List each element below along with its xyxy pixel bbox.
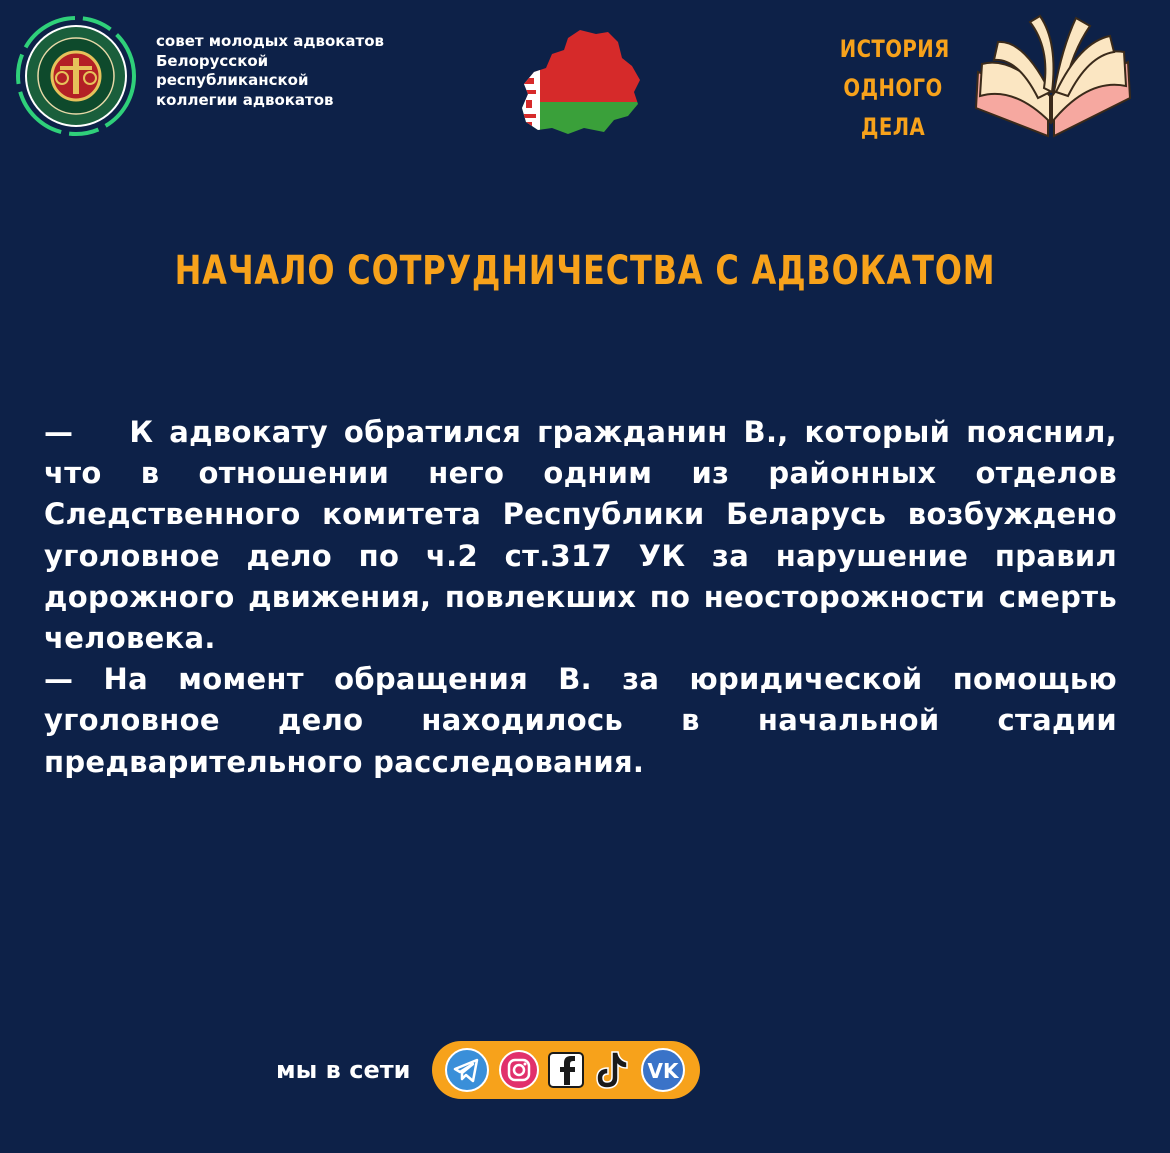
series-title-line: ДЕЛА: [860, 113, 926, 141]
org-name-line: коллегии адвокатов: [156, 90, 334, 109]
paragraph-2: — На момент обращения В. за юридической помощью уголовное дело находилось в начальной стадии предварительного расследования.: [44, 662, 1117, 779]
open-book-icon: [968, 12, 1138, 138]
paragraph-1: [44, 412, 1117, 659]
belarus-flag-map-icon: [518, 28, 644, 138]
tiktok-icon[interactable]: [592, 1048, 630, 1092]
paragraph-1-text: К адвокату обратился гражданин В., который пояснил, что в отношении него одним из районных отделов Следственного комитета Республики Беларусь возбуждено уголовное дело по ч.2 ст.317 УК за нарушение правил дорожного движения, повлекших по неосторожности смерть человека.: [44, 415, 1117, 656]
case-description: [44, 412, 1117, 783]
paragraph-dash: —: [44, 415, 74, 449]
social-label: мы в сети: [276, 1056, 411, 1084]
section-title: НАЧАЛО СОТРУДНИЧЕСТВА С АДВОКАТОМ: [174, 248, 996, 294]
series-title-line: ОДНОГО: [843, 74, 943, 102]
org-name-line: совет молодых адвокатов: [156, 32, 385, 50]
series-title: [839, 30, 950, 147]
organization-name: [156, 32, 416, 110]
facebook-icon[interactable]: [548, 1052, 584, 1088]
svg-text:VK: VK: [647, 1059, 679, 1083]
social-links-bar: [432, 1041, 700, 1099]
vk-icon[interactable]: [638, 1047, 688, 1093]
org-name-line: республиканской: [156, 71, 309, 89]
bar-association-logo: [12, 14, 140, 138]
instagram-icon[interactable]: [498, 1049, 540, 1091]
telegram-icon[interactable]: [444, 1047, 490, 1093]
social-footer: [276, 1040, 700, 1100]
series-title-line: ИСТОРИЯ: [839, 35, 950, 63]
org-name-line: Белорусской: [156, 51, 269, 70]
